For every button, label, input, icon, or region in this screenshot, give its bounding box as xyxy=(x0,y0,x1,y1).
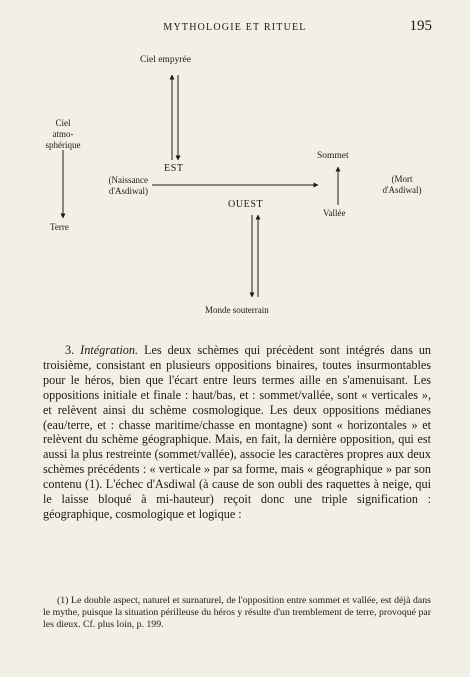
label-ciel-line-3: sphérique xyxy=(45,140,81,150)
section-title: Intégration. xyxy=(80,343,139,357)
section-integration xyxy=(43,343,431,522)
label-ciel-atmospherique xyxy=(42,118,84,151)
label-ciel-line-2: atmo- xyxy=(52,129,74,139)
label-ciel-line-1: Ciel xyxy=(55,118,71,128)
label-sommet: Sommet xyxy=(317,151,349,161)
label-naissance xyxy=(88,175,148,197)
label-mort-line-2: d'Asdiwal) xyxy=(382,185,422,195)
label-naissance-line-2: d'Asdiwal) xyxy=(108,186,148,196)
label-terre: Terre xyxy=(50,222,69,232)
page-number: 195 xyxy=(409,18,432,34)
running-title: MYTHOLOGIE ET RITUEL xyxy=(163,22,307,33)
label-naissance-line-1: (Naissance xyxy=(108,175,148,185)
section-number: 3. xyxy=(65,343,75,357)
label-ouest: OUEST xyxy=(228,199,264,210)
footnote: (1) Le double aspect, naturel et surnaturel, de l'opposition entre sommet et vallée, est déjà dans le mythe, puisque la situation périlleuse du héros y résulte d'un tremblement de terre, provoqué par les dieux. Cf. plus loin, p. 199. xyxy=(43,595,431,631)
section-paragraph: Les deux schèmes qui précèdent sont intégrés dans un troisième, consistant en plusieurs oppositions binaires, toutes insurmontables pour le héros, bien que l'écart entre leurs termes aille en s'amenuisant. Les oppositions initiale et finale : haut/bas, et : sommet/vallée, sont « verticales », et relèvent ainsi du schème cosmologique. Les deux oppositions médianes (eau/terre, et : chasse maritime/chasse en montagne) sont « horizontales » et relèvent du schème géographique. Mais, en fait, la dernière opposition, qui est aussi la plus restreinte (sommet/vallée), associe les caractères propres aux deux schèmes précédents : « verticale » par sa forme, mais « géographique » par son contenu (1). L'échec d'Asdiwal (à cause de son oubli des raquettes à neige, qui le laisse bloqué à mi-hauteur) reçoit donc une triple signification : géographique, cosmologique et logique : xyxy=(43,343,432,521)
diagram xyxy=(0,0,470,330)
label-mort-line-1: (Mort xyxy=(391,174,413,184)
diagram-arrows xyxy=(0,0,470,330)
label-monde-souterrain: Monde souterrain xyxy=(205,305,269,315)
label-vallee: Vallée xyxy=(323,208,346,218)
label-ciel-empyree: Ciel empyrée xyxy=(140,55,191,65)
label-est: EST xyxy=(164,163,184,174)
label-mort xyxy=(371,174,433,196)
